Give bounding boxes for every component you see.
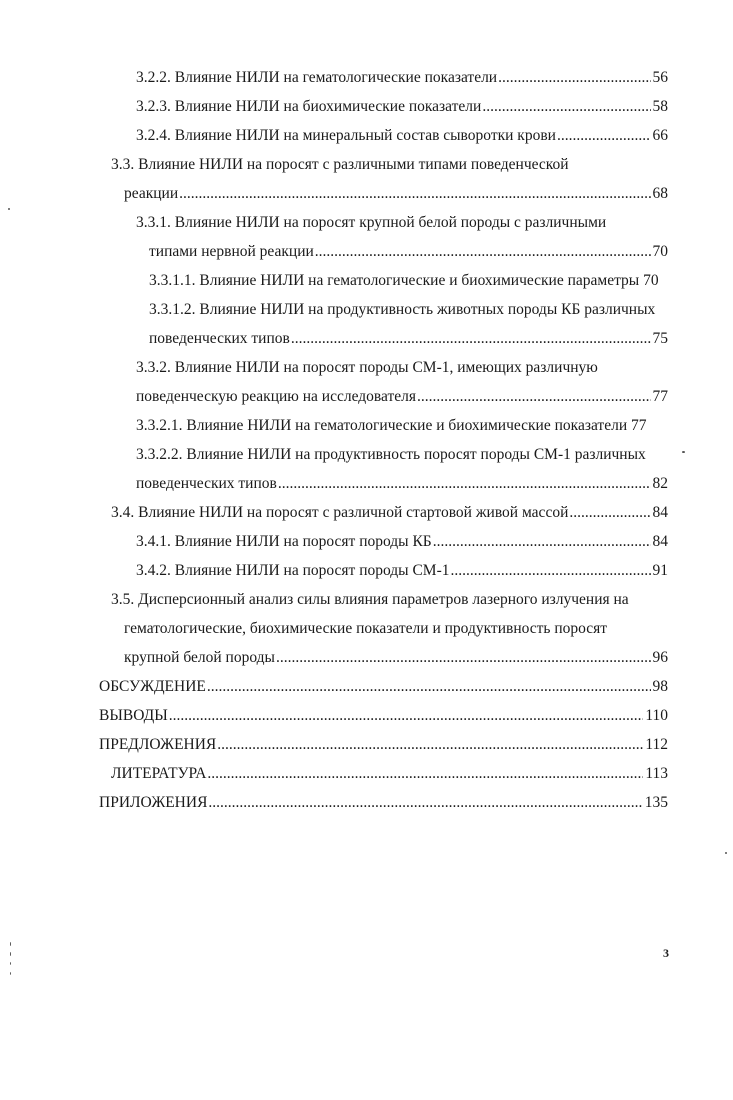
toc-leader-dots	[207, 676, 651, 698]
toc-leader-dots	[433, 531, 651, 553]
toc-entry-3-3-line1: 3.3. Влияние НИЛИ на поросят с различными типами поведенческой	[111, 156, 569, 173]
toc-entry-3-3-2-2-line1: 3.3.2.2. Влияние НИЛИ на продуктивность поросят породы СМ-1 различных	[136, 446, 646, 463]
toc-leader-dots	[482, 96, 650, 118]
toc-entry-literature	[111, 763, 668, 785]
toc-leader-dots	[557, 125, 651, 147]
toc-entry-page: 70	[652, 243, 668, 260]
toc-leader-dots	[315, 241, 651, 263]
toc-entry-3-5-line2: гематологические, биохимические показатели и продуктивность поросят	[124, 620, 608, 637]
toc-entry-3-5	[124, 647, 668, 669]
toc-leader-dots	[169, 705, 644, 727]
toc-entry-3-3-2-2	[136, 473, 668, 495]
scan-speck	[10, 952, 11, 956]
toc-entry-title: ЛИТЕРАТУРА	[111, 765, 207, 782]
scan-speck	[682, 451, 685, 453]
toc-entry-page: 82	[652, 475, 668, 492]
toc-entry-3-3-2-1: 3.3.2.1. Влияние НИЛИ на гематологические и биохимические показатели 77	[136, 417, 647, 434]
page-number: 3	[663, 946, 669, 960]
toc-entry-3-4	[111, 502, 668, 524]
toc-leader-dots	[208, 792, 642, 814]
toc-entry-page: 56	[652, 69, 668, 86]
toc-entry-3-2-3	[136, 96, 668, 118]
toc-entry-3-2-4	[136, 125, 668, 147]
toc-leader-dots	[276, 647, 651, 669]
toc-entry-title: 3.4.1. Влияние НИЛИ на поросят породы КБ	[136, 533, 432, 550]
toc-entry-page: 98	[652, 678, 668, 695]
scan-speck	[725, 852, 727, 854]
toc-entry-title: ПРЕДЛОЖЕНИЯ	[99, 736, 217, 753]
scan-speck	[10, 962, 11, 965]
toc-leader-dots	[207, 763, 643, 785]
scan-speck	[8, 208, 10, 210]
toc-entry-conclusions	[99, 705, 668, 727]
toc-leader-dots	[179, 183, 650, 205]
toc-leader-dots	[278, 473, 651, 495]
scan-speck	[10, 942, 11, 946]
toc-entry-page: 96	[652, 649, 668, 666]
toc-entry-title: 3.2.3. Влияние НИЛИ на биохимические показатели	[136, 98, 482, 115]
toc-leader-dots	[417, 386, 651, 408]
toc-entry-page: 84	[652, 504, 668, 521]
toc-entry-3-3-1-2-line1: 3.3.1.2. Влияние НИЛИ на продуктивность животных породы КБ различных	[149, 301, 656, 318]
toc-entry-page: 135	[644, 794, 668, 811]
toc-entry-page: 75	[652, 330, 668, 347]
toc-entry-page: 66	[652, 127, 668, 144]
toc-entry-title: поведенческую реакцию на исследователя	[136, 388, 416, 405]
toc-entry-page: 68	[652, 185, 668, 202]
toc-entry-title: поведенческих типов	[149, 330, 290, 347]
toc-entry-title: типами нервной реакции	[149, 243, 314, 260]
toc-leader-dots	[498, 67, 650, 89]
toc-entry-title: 3.2.4. Влияние НИЛИ на минеральный состав сыворотки крови	[136, 127, 556, 144]
toc-entry-3-4-2	[136, 560, 668, 582]
toc-entry-3-3-2-line1: 3.3.2. Влияние НИЛИ на поросят породы СМ-1, имеющих различную	[136, 359, 598, 376]
toc-entry-3-5-line1: 3.5. Дисперсионный анализ силы влияния параметров лазерного излучения на	[111, 591, 629, 608]
toc-entry-title: 3.2.2. Влияние НИЛИ на гематологические показатели	[136, 69, 498, 86]
toc-leader-dots	[451, 560, 651, 582]
toc-entry-page: 112	[645, 736, 668, 753]
toc-entry-proposals	[99, 734, 668, 756]
toc-entry-page: 84	[652, 533, 668, 550]
toc-entry-3-4-1	[136, 531, 668, 553]
toc-entry-title: 3.4. Влияние НИЛИ на поросят с различной стартовой живой массой	[111, 504, 569, 521]
toc-entry-page: 58	[652, 98, 668, 115]
toc-entry-title: поведенческих типов	[136, 475, 277, 492]
toc-entry-title: ВЫВОДЫ	[99, 707, 168, 724]
toc-entry-discussion	[99, 676, 668, 698]
toc-entry-title: крупной белой породы	[124, 649, 275, 666]
toc-entry-3-3-1	[149, 241, 668, 263]
toc-entry-title: ПРИЛОЖЕНИЯ	[99, 794, 208, 811]
toc-leader-dots	[217, 734, 643, 756]
toc-leader-dots	[291, 328, 651, 350]
toc-entry-page: 77	[652, 388, 668, 405]
toc-entry-3-3-1-1: 3.3.1.1. Влияние НИЛИ на гематологические и биохимические параметры 70	[149, 272, 659, 289]
toc-entry-title: реакции	[124, 185, 179, 202]
toc-entry-3-3-1-2	[149, 328, 668, 350]
toc-entry-3-2-2	[136, 67, 668, 89]
toc-entry-page: 113	[645, 765, 668, 782]
toc-entry-page: 110	[645, 707, 668, 724]
toc-entry-3-3-1-line1: 3.3.1. Влияние НИЛИ на поросят крупной белой породы с различными	[136, 214, 607, 231]
toc-entry-3-3-2	[136, 386, 668, 408]
scan-speck	[10, 972, 11, 975]
toc-entry-3-3	[124, 183, 668, 205]
toc-entry-page: 91	[652, 562, 668, 579]
toc-leader-dots	[569, 502, 650, 524]
toc-entry-title: 3.4.2. Влияние НИЛИ на поросят породы СМ-1	[136, 562, 450, 579]
toc-entry-appendices	[99, 792, 668, 814]
toc-entry-title: ОБСУЖДЕНИЕ	[99, 678, 206, 695]
